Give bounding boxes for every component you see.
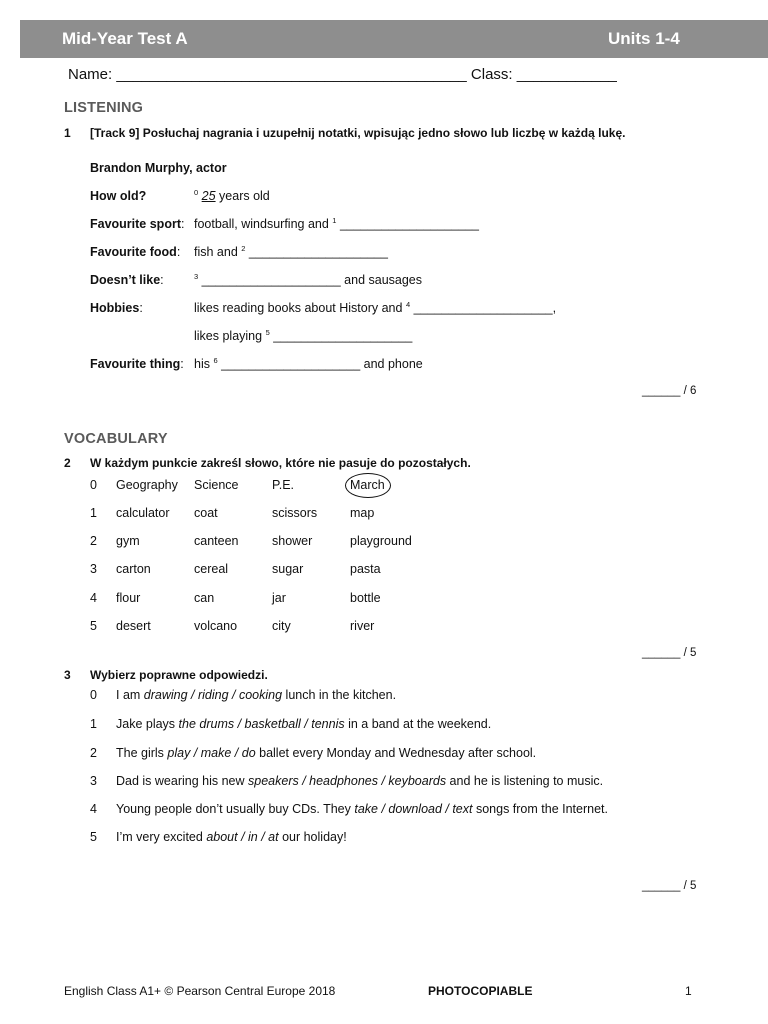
class-field[interactable]: ____________ bbox=[516, 66, 617, 83]
q2-word[interactable]: map bbox=[350, 506, 375, 520]
q3-sentence: Jake plays the drums / basketball / tennis in a band at the weekend. bbox=[116, 717, 492, 731]
q3-sentence: I’m very excited about / in / at our holiday! bbox=[116, 830, 347, 844]
q3-options[interactable]: speakers / headphones / keyboards bbox=[248, 774, 447, 788]
q3-row-number: 3 bbox=[90, 774, 97, 788]
q2-word[interactable]: can bbox=[194, 591, 215, 605]
q3-row-number: 4 bbox=[90, 802, 97, 816]
name-field[interactable]: __________________________________________ bbox=[116, 66, 467, 83]
answer-blank-2[interactable]: ____________________ bbox=[248, 245, 388, 259]
example-answer: 25 bbox=[201, 189, 216, 203]
q3-score[interactable]: ______ / 5 bbox=[642, 880, 697, 892]
question-2-instruction: W każdym punkcie zakreśl słowo, które nie pasuje do pozostałych. bbox=[90, 456, 471, 470]
question-1-number: 1 bbox=[64, 126, 71, 140]
q2-word[interactable]: pasta bbox=[350, 562, 381, 576]
q2-row-number: 0 bbox=[90, 478, 97, 492]
answer-blank-3[interactable]: ____________________ bbox=[201, 273, 341, 287]
question-1-instruction: [Track 9] Posłuchaj nagrania i uzupełnij notatki, wpisując jedno słowo lub liczbę w każdą lukę. bbox=[90, 126, 626, 140]
q3-row-number: 2 bbox=[90, 746, 97, 760]
answer-blank-4[interactable]: ____________________ bbox=[413, 301, 553, 315]
units-label: Units 1-4 bbox=[608, 29, 680, 48]
example-circle bbox=[345, 473, 391, 498]
q2-word[interactable]: desert bbox=[116, 619, 151, 633]
vocabulary-heading: VOCABULARY bbox=[64, 431, 168, 447]
footer-photocopiable: PHOTOCOPIABLE bbox=[428, 984, 533, 998]
q2-word[interactable]: carton bbox=[116, 562, 151, 576]
q3-sentence: Dad is wearing his new speakers / headphones / keyboards and he is listening to music. bbox=[116, 774, 604, 788]
notes-label-how-old: How old? bbox=[90, 189, 147, 203]
q2-word[interactable]: jar bbox=[272, 591, 286, 605]
listening-score[interactable]: ______ / 6 bbox=[642, 385, 697, 397]
q2-row-number: 4 bbox=[90, 591, 97, 605]
q2-word[interactable]: bottle bbox=[350, 591, 381, 605]
q2-word[interactable]: volcano bbox=[194, 619, 238, 633]
notes-value-hobbies: likes reading books about History and $^4$ ____________________, bbox=[194, 299, 557, 315]
q3-row-number: 1 bbox=[90, 717, 97, 731]
q2-word-circled[interactable]: March bbox=[350, 478, 385, 492]
question-3-number: 3 bbox=[64, 668, 71, 682]
notes-value-how-old: $^0$ 25 years old bbox=[194, 187, 270, 203]
page-number: 1 bbox=[685, 984, 692, 998]
q2-score[interactable]: ______ / 5 bbox=[642, 647, 697, 659]
class-label: Class: bbox=[470, 66, 513, 83]
notes-value-food: fish and $^2$ ____________________ bbox=[194, 243, 388, 259]
q2-word[interactable]: scissors bbox=[272, 506, 318, 520]
name-label: Name: bbox=[68, 66, 113, 83]
q2-word[interactable]: river bbox=[350, 619, 375, 633]
q3-options[interactable]: the drums / basketball / tennis bbox=[178, 717, 345, 731]
q3-row-number: 5 bbox=[90, 830, 97, 844]
answer-blank-1[interactable]: ____________________ bbox=[339, 217, 479, 231]
notes-subject: Brandon Murphy, actor bbox=[90, 161, 227, 175]
answer-blank-6[interactable]: ____________________ bbox=[221, 357, 361, 371]
notes-label-hobbies: Hobbies: bbox=[90, 301, 143, 315]
q3-options[interactable]: drawing / riding / cooking bbox=[143, 688, 283, 702]
test-title: Mid-Year Test A bbox=[62, 29, 188, 48]
q3-sentence: Young people don’t usually buy CDs. They take / download / text songs from the Internet. bbox=[116, 802, 608, 816]
q2-word[interactable]: flour bbox=[116, 591, 141, 605]
question-2-number: 2 bbox=[64, 456, 71, 470]
listening-heading: LISTENING bbox=[64, 100, 144, 116]
q3-options[interactable]: play / make / do bbox=[167, 746, 256, 760]
q2-word[interactable]: playground bbox=[350, 534, 412, 548]
q2-word[interactable]: sugar bbox=[272, 562, 304, 576]
q3-options[interactable]: take / download / text bbox=[354, 802, 473, 816]
question-3-instruction: Wybierz poprawne odpowiedzi. bbox=[90, 668, 268, 682]
notes-label-thing: Favourite thing: bbox=[90, 357, 184, 371]
q2-row-number: 1 bbox=[90, 506, 97, 520]
q2-row-number: 5 bbox=[90, 619, 97, 633]
q2-word[interactable]: canteen bbox=[194, 534, 239, 548]
q2-word[interactable]: Science bbox=[194, 478, 239, 492]
name-row bbox=[68, 66, 617, 83]
notes-label-sport: Favourite sport: bbox=[90, 217, 185, 231]
notes-value-hobbies-2: likes playing $^5$ ____________________ bbox=[194, 327, 413, 343]
notes-label-food: Favourite food: bbox=[90, 245, 181, 259]
q2-word[interactable]: coat bbox=[194, 506, 218, 520]
q2-row-number: 3 bbox=[90, 562, 97, 576]
q3-options[interactable]: about / in / at bbox=[206, 830, 279, 844]
notes-value-thing: his $^6$ ____________________ and phone bbox=[194, 355, 423, 371]
notes-value-doesnt-like: $^3$ ____________________ and sausages bbox=[194, 271, 423, 287]
q2-row-number: 2 bbox=[90, 534, 97, 548]
q2-word[interactable]: gym bbox=[116, 534, 140, 548]
notes-value-sport: football, windsurfing and $^1$ ____________________ bbox=[194, 215, 479, 231]
q3-row-number: 0 bbox=[90, 688, 97, 702]
q2-word[interactable]: cereal bbox=[194, 562, 229, 576]
q2-word[interactable]: shower bbox=[272, 534, 313, 548]
q3-sentence: I am drawing / riding / cooking lunch in the kitchen. bbox=[116, 688, 397, 702]
q2-word[interactable]: calculator bbox=[116, 506, 170, 520]
q2-word[interactable]: city bbox=[272, 619, 291, 633]
q2-word[interactable]: Geography bbox=[116, 478, 178, 492]
footer-copyright: English Class A1+ © Pearson Central Europe 2018 bbox=[64, 984, 336, 998]
header-bar bbox=[20, 20, 768, 58]
notes-label-doesnt-like: Doesn’t like: bbox=[90, 273, 164, 287]
answer-blank-5[interactable]: ____________________ bbox=[273, 329, 413, 343]
q3-sentence: The girls play / make / do ballet every Monday and Wednesday after school. bbox=[116, 746, 537, 760]
q2-word[interactable]: P.E. bbox=[272, 478, 295, 492]
